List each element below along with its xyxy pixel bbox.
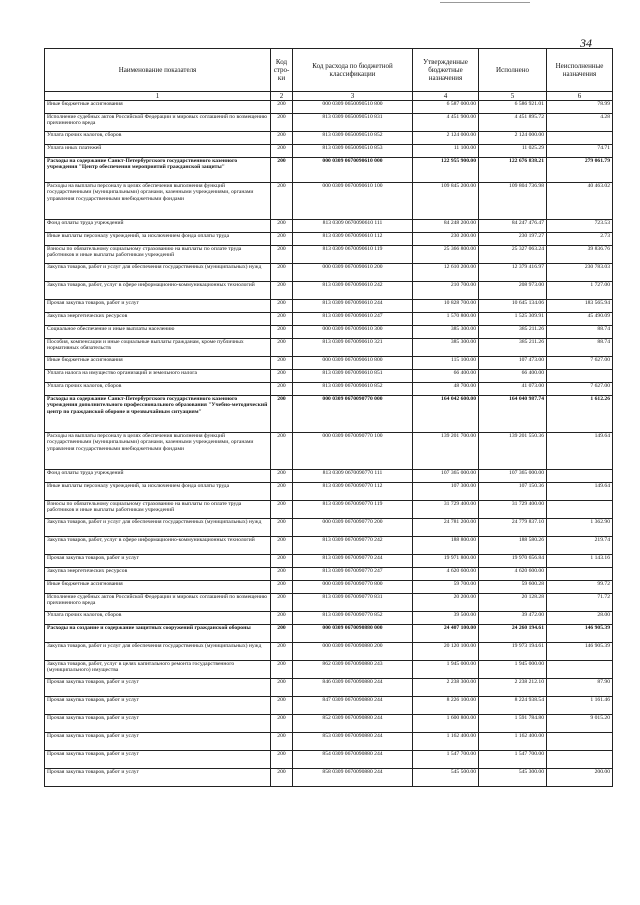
column-header-expense-code: Код расхода по бюджетной классификации bbox=[293, 49, 413, 92]
row-remaining bbox=[547, 661, 613, 679]
row-remaining: 1 161.46 bbox=[547, 697, 613, 715]
table-row bbox=[45, 326, 613, 339]
row-name: Фонд оплаты труда учреждений bbox=[45, 470, 271, 483]
row-name: Пособия, компенсации и иные социальные выплаты гражданам, кроме публичных нормативных обязательств bbox=[45, 339, 271, 357]
row-executed: 19 973 194.61 bbox=[479, 643, 547, 661]
row-name: Социальное обеспечение и иные выплаты населению bbox=[45, 326, 271, 339]
table-row bbox=[45, 470, 613, 483]
row-name: Исполнение судебных актов Российской Федерации и мировых соглашений по возмещению причиненного вреда bbox=[45, 114, 271, 132]
row-executed: 20 128.28 bbox=[479, 594, 547, 612]
column-number-row bbox=[45, 92, 613, 101]
column-header-approved: Утвержденные бюджетные назначения bbox=[413, 49, 479, 92]
row-line-code: 200 bbox=[271, 101, 293, 114]
row-expense-code: 854 0309 0670090880 244 bbox=[293, 751, 413, 769]
row-name: Фонд оплаты труда учреждений bbox=[45, 220, 271, 233]
row-remaining: 279 061.79 bbox=[547, 158, 613, 183]
row-line-code: 200 bbox=[271, 612, 293, 625]
row-expense-code: 000 0309 0670090770 100 bbox=[293, 433, 413, 470]
table-row bbox=[45, 339, 613, 357]
table-row bbox=[45, 233, 613, 246]
row-approved: 210 700.00 bbox=[413, 282, 479, 300]
table-row bbox=[45, 396, 613, 433]
row-name: Прочая закупка товаров, работ и услуг bbox=[45, 555, 271, 568]
column-header-remaining: Неисполненные назначения bbox=[547, 49, 613, 92]
table-row bbox=[45, 537, 613, 555]
row-approved: 6 587 000.00 bbox=[413, 101, 479, 114]
row-executed: 6 586 921.01 bbox=[479, 101, 547, 114]
table-row bbox=[45, 483, 613, 501]
row-line-code: 200 bbox=[271, 132, 293, 145]
row-line-code: 200 bbox=[271, 751, 293, 769]
row-approved: 11 100.00 bbox=[413, 145, 479, 158]
row-expense-code: 853 0309 0670090880 244 bbox=[293, 733, 413, 751]
table-row bbox=[45, 220, 613, 233]
row-approved: 10 828 700.00 bbox=[413, 300, 479, 313]
row-line-code: 200 bbox=[271, 233, 293, 246]
row-name: Прочая закупка товаров, работ и услуг bbox=[45, 697, 271, 715]
row-expense-code: 000 0309 0670090610 000 bbox=[293, 158, 413, 183]
row-expense-code: 000 0309 0670090610 800 bbox=[293, 357, 413, 370]
row-approved: 19 971 800.00 bbox=[413, 555, 479, 568]
row-line-code: 200 bbox=[271, 555, 293, 568]
row-executed: 31 729 400.00 bbox=[479, 501, 547, 519]
row-expense-code: 813 0309 0670090610 244 bbox=[293, 300, 413, 313]
row-approved: 4 451 900.00 bbox=[413, 114, 479, 132]
row-line-code: 200 bbox=[271, 537, 293, 555]
row-approved: 24 781 200.00 bbox=[413, 519, 479, 537]
table-row bbox=[45, 661, 613, 679]
column-number: 6 bbox=[547, 92, 613, 101]
row-expense-code: 813 0309 0670090610 242 bbox=[293, 282, 413, 300]
row-line-code: 200 bbox=[271, 661, 293, 679]
row-line-code: 200 bbox=[271, 733, 293, 751]
row-expense-code: 813 0309 0670090610 111 bbox=[293, 220, 413, 233]
row-remaining: 7 627.00 bbox=[547, 383, 613, 396]
row-expense-code: 813 0309 0670090610 112 bbox=[293, 233, 413, 246]
row-expense-code: 813 0309 0670090770 112 bbox=[293, 483, 413, 501]
table-row bbox=[45, 769, 613, 787]
row-line-code: 200 bbox=[271, 300, 293, 313]
row-line-code: 200 bbox=[271, 396, 293, 433]
row-approved: 1 945 000.00 bbox=[413, 661, 479, 679]
row-expense-code: 858 0309 0670090880 244 bbox=[293, 769, 413, 787]
row-remaining: 1 612.26 bbox=[547, 396, 613, 433]
row-expense-code: 813 0309 0670090610 247 bbox=[293, 313, 413, 326]
row-executed: 1 162 400.00 bbox=[479, 733, 547, 751]
row-executed: 10 645 134.06 bbox=[479, 300, 547, 313]
row-name: Уплата иных платежей bbox=[45, 145, 271, 158]
row-expense-code: 847 0309 0670090880 244 bbox=[293, 697, 413, 715]
row-name: Закупка товаров, работ и услуг для обеспечения государственных (муниципальных) нужд bbox=[45, 264, 271, 282]
row-remaining: 45 490.09 bbox=[547, 313, 613, 326]
row-executed: 41 073.00 bbox=[479, 383, 547, 396]
row-name: Прочая закупка товаров, работ и услуг bbox=[45, 733, 271, 751]
row-approved: 109 845 200.00 bbox=[413, 183, 479, 220]
table-row bbox=[45, 158, 613, 183]
row-line-code: 200 bbox=[271, 145, 293, 158]
row-expense-code: 000 0309 0670090770 800 bbox=[293, 581, 413, 594]
row-expense-code: 813 0309 0650090510 853 bbox=[293, 145, 413, 158]
row-name: Расходы на содержание Санкт-Петербургского государственного казенного учреждения дополнительного профессионального образования "Учебно-методический центр по гражданской обороне и чрезвычайным ситуациям" bbox=[45, 396, 271, 433]
row-name: Уплата налога на имущество организаций и земельного налога bbox=[45, 370, 271, 383]
row-executed: 385 211.26 bbox=[479, 326, 547, 339]
row-expense-code: 862 0309 0670090880 243 bbox=[293, 661, 413, 679]
table-row bbox=[45, 383, 613, 396]
row-line-code: 200 bbox=[271, 483, 293, 501]
row-executed: 107 365 000.00 bbox=[479, 470, 547, 483]
row-name: Закупка товаров, работ и услуг для обеспечения государственных (муниципальных) нужд bbox=[45, 643, 271, 661]
table-row bbox=[45, 114, 613, 132]
row-remaining: 1 727.00 bbox=[547, 282, 613, 300]
table-row bbox=[45, 519, 613, 537]
row-remaining: 146 905.39 bbox=[547, 625, 613, 643]
row-approved: 230 200.00 bbox=[413, 233, 479, 246]
row-line-code: 200 bbox=[271, 183, 293, 220]
row-name: Прочая закупка товаров, работ и услуг bbox=[45, 715, 271, 733]
row-remaining bbox=[547, 370, 613, 383]
row-approved: 385 300.00 bbox=[413, 326, 479, 339]
row-name: Уплата прочих налогов, сборов bbox=[45, 612, 271, 625]
row-name: Иные выплаты персоналу учреждений, за исключением фонда оплаты труда bbox=[45, 233, 271, 246]
row-line-code: 200 bbox=[271, 501, 293, 519]
row-executed: 107 473.00 bbox=[479, 357, 547, 370]
row-approved: 12 610 200.00 bbox=[413, 264, 479, 282]
row-approved: 1 547 700.00 bbox=[413, 751, 479, 769]
row-remaining bbox=[547, 751, 613, 769]
row-name: Уплата прочих налогов, сборов bbox=[45, 132, 271, 145]
row-line-code: 200 bbox=[271, 313, 293, 326]
page-number: 34 bbox=[580, 36, 592, 50]
row-approved: 1 570 800.00 bbox=[413, 313, 479, 326]
row-line-code: 200 bbox=[271, 433, 293, 470]
table-row bbox=[45, 357, 613, 370]
row-approved: 164 042 600.00 bbox=[413, 396, 479, 433]
row-executed: 66 400.00 bbox=[479, 370, 547, 383]
row-expense-code: 000 0309 0650090510 800 bbox=[293, 101, 413, 114]
row-line-code: 200 bbox=[271, 383, 293, 396]
row-remaining: 88.74 bbox=[547, 326, 613, 339]
table-row bbox=[45, 264, 613, 282]
row-line-code: 200 bbox=[271, 158, 293, 183]
row-remaining bbox=[547, 470, 613, 483]
row-remaining: 28.00 bbox=[547, 612, 613, 625]
row-expense-code: 000 0309 0670090770 200 bbox=[293, 519, 413, 537]
row-approved: 139 201 700.00 bbox=[413, 433, 479, 470]
row-remaining: 78.99 bbox=[547, 101, 613, 114]
row-expense-code: 000 0309 0670090610 200 bbox=[293, 264, 413, 282]
row-approved: 122 955 900.00 bbox=[413, 158, 479, 183]
row-name: Прочая закупка товаров, работ и услуг bbox=[45, 300, 271, 313]
column-number: 3 bbox=[293, 92, 413, 101]
table-row bbox=[45, 101, 613, 114]
row-expense-code: 813 0309 0670090770 242 bbox=[293, 537, 413, 555]
row-approved: 8 226 100.00 bbox=[413, 697, 479, 715]
row-remaining: 88.74 bbox=[547, 339, 613, 357]
row-executed: 19 970 656.84 bbox=[479, 555, 547, 568]
row-executed: 4 451 895.72 bbox=[479, 114, 547, 132]
row-executed: 545 300.00 bbox=[479, 769, 547, 787]
row-remaining: 149.64 bbox=[547, 483, 613, 501]
column-number: 5 bbox=[479, 92, 547, 101]
column-header-line-code: Код стро-ки bbox=[271, 49, 293, 92]
row-expense-code: 000 0309 0670090610 300 bbox=[293, 326, 413, 339]
column-header-name: Наименование показателя bbox=[45, 49, 271, 92]
row-name: Закупка энергетических ресурсов bbox=[45, 568, 271, 581]
row-approved: 66 400.00 bbox=[413, 370, 479, 383]
row-approved: 115 100.00 bbox=[413, 357, 479, 370]
table-row bbox=[45, 625, 613, 643]
row-expense-code: 813 0309 0670090770 852 bbox=[293, 612, 413, 625]
table-row bbox=[45, 132, 613, 145]
row-name: Взносы по обязательному социальному страхованию на выплаты по оплате труда работников и иные выплаты работникам учреждений bbox=[45, 501, 271, 519]
row-name: Расходы на выплаты персоналу в целях обеспечения выполнения функций государственными (муниципальными) органами, казенными учреждениями, органами управления государственными внебюджетными фондами bbox=[45, 183, 271, 220]
row-line-code: 200 bbox=[271, 370, 293, 383]
row-remaining: 230 783.03 bbox=[547, 264, 613, 282]
row-remaining: 149.64 bbox=[547, 433, 613, 470]
row-line-code: 200 bbox=[271, 643, 293, 661]
table-row bbox=[45, 612, 613, 625]
table-row bbox=[45, 501, 613, 519]
row-name: Расходы на содержание Санкт-Петербургского государственного казенного учреждения "Центр обеспечения мероприятий гражданской защиты" bbox=[45, 158, 271, 183]
row-remaining: 146 905.39 bbox=[547, 643, 613, 661]
table-row bbox=[45, 679, 613, 697]
row-remaining: 183 565.94 bbox=[547, 300, 613, 313]
table-row bbox=[45, 282, 613, 300]
row-remaining bbox=[547, 501, 613, 519]
row-name: Прочая закупка товаров, работ и услуг bbox=[45, 679, 271, 697]
row-remaining: 4.28 bbox=[547, 114, 613, 132]
row-executed: 230 197.27 bbox=[479, 233, 547, 246]
row-approved: 107 300.00 bbox=[413, 483, 479, 501]
row-remaining bbox=[547, 132, 613, 145]
row-approved: 48 700.00 bbox=[413, 383, 479, 396]
row-approved: 107 365 000.00 bbox=[413, 470, 479, 483]
row-approved: 188 800.00 bbox=[413, 537, 479, 555]
row-name: Иные выплаты персоналу учреждений, за исключением фонда оплаты труда bbox=[45, 483, 271, 501]
row-executed: 24 260 194.61 bbox=[479, 625, 547, 643]
row-approved: 31 729 400.00 bbox=[413, 501, 479, 519]
row-expense-code: 000 0309 0670090770 000 bbox=[293, 396, 413, 433]
row-approved: 20 120 100.00 bbox=[413, 643, 479, 661]
table-row bbox=[45, 433, 613, 470]
row-line-code: 200 bbox=[271, 264, 293, 282]
row-line-code: 200 bbox=[271, 581, 293, 594]
column-header-executed: Исполнено bbox=[479, 49, 547, 92]
row-line-code: 200 bbox=[271, 470, 293, 483]
row-line-code: 200 bbox=[271, 282, 293, 300]
row-expense-code: 813 0309 0670090770 244 bbox=[293, 555, 413, 568]
row-executed: 2 238 212.10 bbox=[479, 679, 547, 697]
row-expense-code: 000 0309 0670090880 200 bbox=[293, 643, 413, 661]
table-row bbox=[45, 697, 613, 715]
row-approved: 39 500.00 bbox=[413, 612, 479, 625]
row-line-code: 200 bbox=[271, 715, 293, 733]
row-executed: 385 211.26 bbox=[479, 339, 547, 357]
row-remaining bbox=[547, 733, 613, 751]
row-executed: 11 025.29 bbox=[479, 145, 547, 158]
row-name: Взносы по обязательному социальному страхованию на выплаты по оплате труда работников и иные выплаты работникам учреждений bbox=[45, 246, 271, 264]
row-approved: 385 300.00 bbox=[413, 339, 479, 357]
table-row bbox=[45, 733, 613, 751]
row-name: Расходы на создание и содержание защитных сооружений гражданской обороны bbox=[45, 625, 271, 643]
row-expense-code: 813 0309 0670090770 831 bbox=[293, 594, 413, 612]
row-name: Прочая закупка товаров, работ и услуг bbox=[45, 751, 271, 769]
row-executed: 2 124 000.00 bbox=[479, 132, 547, 145]
row-expense-code: 000 0309 0670090880 000 bbox=[293, 625, 413, 643]
row-executed: 188 580.26 bbox=[479, 537, 547, 555]
row-expense-code: 813 0309 0670090610 119 bbox=[293, 246, 413, 264]
table-row bbox=[45, 183, 613, 220]
row-expense-code: 813 0309 0670090770 111 bbox=[293, 470, 413, 483]
table-row bbox=[45, 643, 613, 661]
row-executed: 1 547 700.00 bbox=[479, 751, 547, 769]
row-remaining: 7 627.00 bbox=[547, 357, 613, 370]
row-executed: 1 591 784.80 bbox=[479, 715, 547, 733]
row-expense-code: 813 0309 0670090770 119 bbox=[293, 501, 413, 519]
row-remaining: 723.53 bbox=[547, 220, 613, 233]
row-executed: 8 224 938.54 bbox=[479, 697, 547, 715]
row-remaining bbox=[547, 568, 613, 581]
row-expense-code: 846 0309 0670090880 244 bbox=[293, 679, 413, 697]
row-name: Уплата прочих налогов, сборов bbox=[45, 383, 271, 396]
table-row bbox=[45, 300, 613, 313]
row-remaining: 200.00 bbox=[547, 769, 613, 787]
row-remaining: 71.72 bbox=[547, 594, 613, 612]
row-name: Прочая закупка товаров, работ и услуг bbox=[45, 769, 271, 787]
table-row bbox=[45, 568, 613, 581]
table-row bbox=[45, 581, 613, 594]
table-header-row bbox=[45, 49, 613, 92]
row-executed: 107 150.36 bbox=[479, 483, 547, 501]
row-approved: 24 407 100.00 bbox=[413, 625, 479, 643]
row-name: Исполнение судебных актов Российской Федерации и мировых соглашений по возмещению причиненного вреда bbox=[45, 594, 271, 612]
row-line-code: 200 bbox=[271, 568, 293, 581]
row-name: Расходы на выплаты персоналу в целях обеспечения выполнения функций государственными (муниципальными) органами, казенными учреждениями, органами управления государственными внебюджетными фондами bbox=[45, 433, 271, 470]
row-remaining: 99.72 bbox=[547, 581, 613, 594]
row-expense-code: 813 0309 0670090610 852 bbox=[293, 383, 413, 396]
row-remaining: 2.73 bbox=[547, 233, 613, 246]
row-executed: 24 779 837.10 bbox=[479, 519, 547, 537]
row-remaining: 9 015.20 bbox=[547, 715, 613, 733]
row-executed: 164 040 987.74 bbox=[479, 396, 547, 433]
row-line-code: 200 bbox=[271, 697, 293, 715]
column-number: 4 bbox=[413, 92, 479, 101]
row-executed: 1 945 000.00 bbox=[479, 661, 547, 679]
row-line-code: 200 bbox=[271, 246, 293, 264]
row-remaining: 39 836.76 bbox=[547, 246, 613, 264]
row-name: Закупка товаров, работ, услуг в целях капитального ремонта государственного (муниципального) имущества bbox=[45, 661, 271, 679]
table-body bbox=[45, 101, 613, 787]
row-line-code: 200 bbox=[271, 326, 293, 339]
table-row bbox=[45, 555, 613, 568]
row-executed: 208 973.00 bbox=[479, 282, 547, 300]
row-approved: 59 700.00 bbox=[413, 581, 479, 594]
row-executed: 84 247 476.47 bbox=[479, 220, 547, 233]
row-name: Иные бюджетные ассигнования bbox=[45, 581, 271, 594]
row-expense-code: 813 0309 0670090610 851 bbox=[293, 370, 413, 383]
row-remaining: 87.90 bbox=[547, 679, 613, 697]
row-expense-code: 813 0309 0650090510 831 bbox=[293, 114, 413, 132]
table-row bbox=[45, 313, 613, 326]
row-executed: 12 379 416.97 bbox=[479, 264, 547, 282]
row-executed: 122 676 838.21 bbox=[479, 158, 547, 183]
row-executed: 59 600.28 bbox=[479, 581, 547, 594]
row-approved: 2 124 000.00 bbox=[413, 132, 479, 145]
row-remaining: 40 463.02 bbox=[547, 183, 613, 220]
row-approved: 2 238 300.00 bbox=[413, 679, 479, 697]
table-row bbox=[45, 715, 613, 733]
row-expense-code: 852 0309 0670090880 244 bbox=[293, 715, 413, 733]
row-remaining: 219.74 bbox=[547, 537, 613, 555]
row-name: Иные бюджетные ассигнования bbox=[45, 357, 271, 370]
row-name: Закупка товаров, работ, услуг в сфере информационно-коммуникационных технологий bbox=[45, 282, 271, 300]
table-row bbox=[45, 751, 613, 769]
row-line-code: 200 bbox=[271, 769, 293, 787]
row-expense-code: 813 0309 0670090770 247 bbox=[293, 568, 413, 581]
row-line-code: 200 bbox=[271, 519, 293, 537]
table-row bbox=[45, 370, 613, 383]
row-line-code: 200 bbox=[271, 679, 293, 697]
row-executed: 139 201 550.36 bbox=[479, 433, 547, 470]
row-line-code: 200 bbox=[271, 114, 293, 132]
row-executed: 25 327 063.24 bbox=[479, 246, 547, 264]
table-row bbox=[45, 246, 613, 264]
row-remaining: 74.71 bbox=[547, 145, 613, 158]
row-approved: 4 620 600.00 bbox=[413, 568, 479, 581]
scan-top-line bbox=[440, 2, 530, 3]
row-line-code: 200 bbox=[271, 220, 293, 233]
row-name: Иные бюджетные ассигнования bbox=[45, 101, 271, 114]
column-number: 1 bbox=[45, 92, 271, 101]
row-line-code: 200 bbox=[271, 339, 293, 357]
row-approved: 545 500.00 bbox=[413, 769, 479, 787]
row-name: Закупка энергетических ресурсов bbox=[45, 313, 271, 326]
row-expense-code: 813 0309 0670090610 321 bbox=[293, 339, 413, 357]
row-approved: 1 600 800.00 bbox=[413, 715, 479, 733]
row-expense-code: 813 0309 0650090510 852 bbox=[293, 132, 413, 145]
row-line-code: 200 bbox=[271, 625, 293, 643]
column-number: 2 bbox=[271, 92, 293, 101]
row-approved: 25 366 800.00 bbox=[413, 246, 479, 264]
row-executed: 39 472.00 bbox=[479, 612, 547, 625]
row-line-code: 200 bbox=[271, 594, 293, 612]
table-row bbox=[45, 145, 613, 158]
row-executed: 109 804 736.98 bbox=[479, 183, 547, 220]
row-name: Закупка товаров, работ, услуг в сфере информационно-коммуникационных технологий bbox=[45, 537, 271, 555]
row-expense-code: 000 0309 0670090610 100 bbox=[293, 183, 413, 220]
row-approved: 20 200.00 bbox=[413, 594, 479, 612]
row-approved: 1 162 400.00 bbox=[413, 733, 479, 751]
row-remaining: 1 143.16 bbox=[547, 555, 613, 568]
row-name: Закупка товаров, работ и услуг для обеспечения государственных (муниципальных) нужд bbox=[45, 519, 271, 537]
table-row bbox=[45, 594, 613, 612]
row-executed: 1 525 309.91 bbox=[479, 313, 547, 326]
row-remaining: 1 362.90 bbox=[547, 519, 613, 537]
row-line-code: 200 bbox=[271, 357, 293, 370]
row-approved: 84 248 200.00 bbox=[413, 220, 479, 233]
budget-execution-table bbox=[44, 48, 613, 787]
row-executed: 4 620 600.00 bbox=[479, 568, 547, 581]
